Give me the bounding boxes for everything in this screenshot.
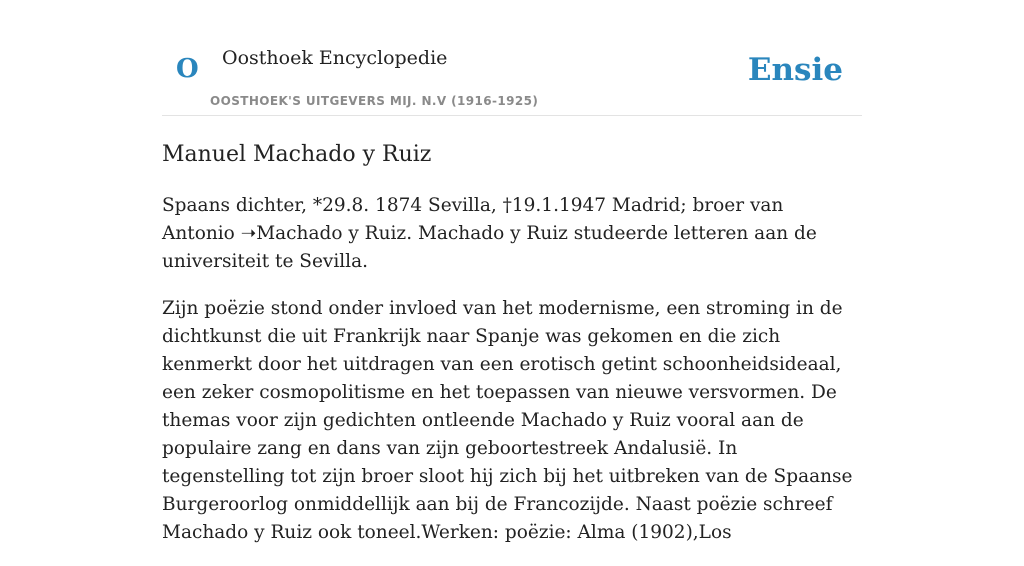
site-title[interactable]: Oosthoek Encyclopedie (222, 47, 448, 69)
cross-reference-link[interactable]: ➝Machado y Ruiz (240, 223, 407, 244)
paragraph-1-text-end: . Machado y Ruiz studeerde letteren aan de universiteit te Sevilla. (162, 223, 817, 272)
article-paragraph-2: Zijn poëzie stond onder invloed van het modernisme, een stroming in de dichtkunst die uit Frankrijk naar Spanje was gekomen en die zich kenmerkt door het uitdragen van een erotisch getint schoonheidsideaal, een zeker cosmopolitisme en het toepassen van nieuwe versvormen. De themas voor zijn gedichten ontleende Machado y Ruiz vooral aan de populaire zang en dans van zijn geboortestreek Andalusië. In tegenstelling tot zijn broer sloot hij zich bij het uitbreken van de Spaanse Burgeroorlog onmiddellijk aan bij de Francozijde. Naast poëzie schreef Machado y Ruiz ook toneel.Werken: poëzie: Alma (1902),Los (162, 298, 853, 543)
ensie-brand-link[interactable]: Ensie (747, 52, 843, 88)
logo-letter[interactable]: O (176, 54, 199, 84)
paragraph-1-text-start: Spaans dichter, *29.8. 1874 Sevilla, †19.1.1947 Madrid; broer van Antonio (162, 195, 784, 244)
site-header (162, 30, 862, 116)
article-body (162, 192, 862, 566)
article-paragraph-1 (162, 192, 862, 276)
publisher-subtitle: OOSTHOEK'S UITGEVERS MIJ. N.V (1916-1925) (210, 94, 539, 108)
article-title: Manuel Machado y Ruiz (162, 142, 432, 167)
